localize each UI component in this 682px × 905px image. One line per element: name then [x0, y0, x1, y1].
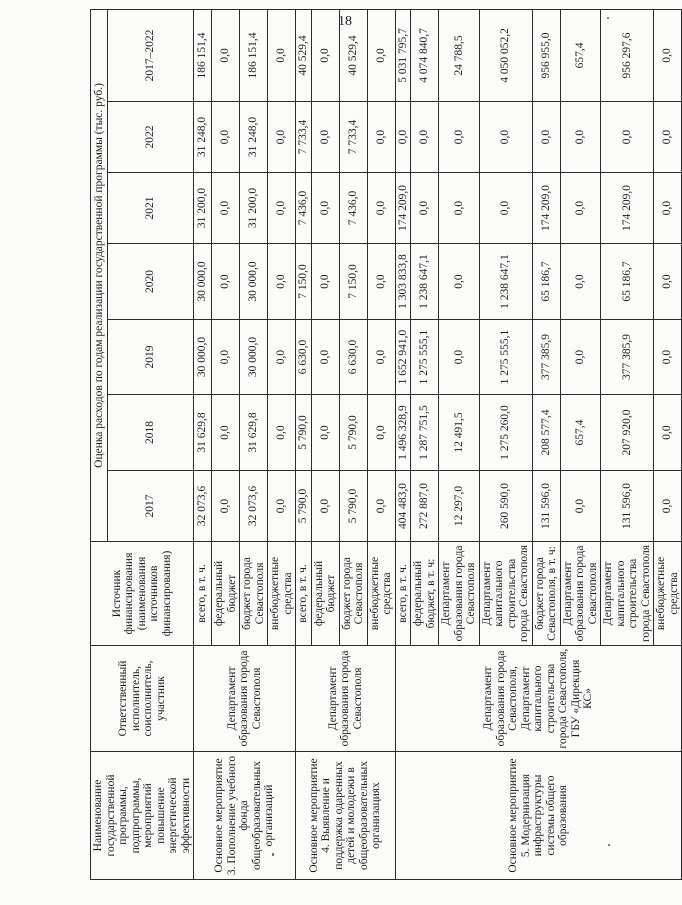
- value-cell: 0,0: [367, 244, 395, 320]
- value-cell: 7 436,0: [339, 173, 367, 244]
- header-estimate: Оценка расходов по годам реализации государственной программы (тыс. руб.): [91, 9, 108, 541]
- value-cell: 174 209,0: [395, 173, 411, 244]
- value-cell: 1 303 833,8: [395, 244, 411, 320]
- source-cell: бюджет города Севастополя: [240, 542, 268, 646]
- source-cell: Департамент капитального строительства города Севастополя: [601, 542, 654, 646]
- value-cell: 0,0: [654, 102, 682, 173]
- value-cell: 7 733,4: [296, 102, 312, 173]
- value-cell: 272 887,0: [411, 471, 439, 542]
- value-cell: 0,0: [311, 173, 339, 244]
- table-body: [91, 9, 682, 879]
- value-cell: 1 275 555,1: [479, 320, 532, 395]
- value-cell: 31 200,0: [194, 173, 212, 244]
- value-cell: 0,0: [212, 173, 240, 244]
- value-cell: 0,0: [268, 244, 296, 320]
- value-cell: 5 790,0: [339, 471, 367, 542]
- value-cell: 131 596,0: [532, 471, 560, 542]
- table-row: [296, 9, 312, 879]
- table-row: [194, 9, 212, 879]
- value-cell: 1 652 941,0: [395, 320, 411, 395]
- value-cell: 0,0: [654, 395, 682, 471]
- value-cell: 40 529,4: [296, 9, 312, 101]
- source-cell: внебюджетные средства: [268, 542, 296, 646]
- value-cell: 7 150,0: [339, 244, 367, 320]
- value-cell: 956 297,6: [601, 9, 654, 101]
- value-cell: 30 000,0: [240, 244, 268, 320]
- value-cell: 12 297,0: [439, 471, 480, 542]
- year-2018: 2018: [107, 395, 193, 471]
- value-cell: 40 529,4: [339, 9, 367, 101]
- value-cell: 260 590,0: [479, 471, 532, 542]
- value-cell: 0,0: [439, 320, 480, 395]
- value-cell: 0,0: [411, 102, 439, 173]
- value-cell: 1 496 328,9: [395, 395, 411, 471]
- value-cell: 0,0: [212, 320, 240, 395]
- value-cell: 0,0: [367, 102, 395, 173]
- value-cell: 12 491,5: [439, 395, 480, 471]
- value-cell: 1 275 260,0: [479, 395, 532, 471]
- value-cell: 0,0: [654, 320, 682, 395]
- source-cell: федеральный бюджет: [212, 542, 240, 646]
- value-cell: 0,0: [479, 173, 532, 244]
- source-cell: всего, в т. ч.: [296, 542, 312, 646]
- value-cell: 404 483,0: [395, 471, 411, 542]
- source-cell: Департамент капитального строительства города Севастополя: [479, 542, 532, 646]
- value-cell: 0,0: [268, 395, 296, 471]
- value-cell: 0,0: [601, 102, 654, 173]
- value-cell: 0,0: [367, 395, 395, 471]
- value-cell: 0,0: [212, 9, 240, 101]
- value-cell: 0,0: [560, 102, 601, 173]
- value-cell: 6 630,0: [296, 320, 312, 395]
- source-cell: Департамент образования города Севастополя: [439, 542, 480, 646]
- year-total: 2017–2022: [107, 9, 193, 101]
- measure4-executor: Департамент образования города Севастополя: [296, 646, 396, 752]
- value-cell: 4 050 052,2: [479, 9, 532, 101]
- header-name: Наименование государственной программы, подпрограммы, мероприятий повышение энергетической эффективности: [91, 752, 194, 880]
- value-cell: 186 151,4: [194, 9, 212, 101]
- value-cell: 31 248,0: [194, 102, 212, 173]
- value-cell: 30 000,0: [194, 320, 212, 395]
- value-cell: 30 000,0: [240, 320, 268, 395]
- value-cell: 0,0: [411, 173, 439, 244]
- year-2021: 2021: [107, 173, 193, 244]
- value-cell: 0,0: [268, 320, 296, 395]
- source-cell: внебюджетные средства: [654, 542, 682, 646]
- value-cell: 1 238 647,1: [479, 244, 532, 320]
- value-cell: 31 629,8: [194, 395, 212, 471]
- value-cell: 5 790,0: [296, 471, 312, 542]
- value-cell: 0,0: [654, 9, 682, 101]
- table-row: [395, 9, 411, 879]
- measure5-name: Основное мероприятие 5. Модернизация инфраструктуры системы общего образования: [395, 752, 682, 880]
- header-row: [91, 9, 108, 879]
- header-source: Источник финансирования (наименования источников финансирования): [91, 542, 194, 646]
- measure3-name: Основное мероприятие 3. Пополнение учебного фонда общеобразовательных организаций: [194, 752, 296, 880]
- value-cell: 31 200,0: [240, 173, 268, 244]
- value-cell: 7 436,0: [296, 173, 312, 244]
- value-cell: 0,0: [654, 173, 682, 244]
- value-cell: 174 209,0: [601, 173, 654, 244]
- value-cell: 207 920,0: [601, 395, 654, 471]
- value-cell: 131 596,0: [601, 471, 654, 542]
- value-cell: 0,0: [654, 244, 682, 320]
- value-cell: 0,0: [268, 102, 296, 173]
- value-cell: 0,0: [311, 471, 339, 542]
- value-cell: 0,0: [532, 102, 560, 173]
- value-cell: 30 000,0: [194, 244, 212, 320]
- value-cell: 0,0: [395, 102, 411, 173]
- page-number: 18: [338, 14, 352, 29]
- measure3-executor: Департамент образования города Севастополя: [194, 646, 296, 752]
- value-cell: 31 248,0: [240, 102, 268, 173]
- source-cell: внебюджетные средства: [367, 542, 395, 646]
- value-cell: 186 151,4: [240, 9, 268, 101]
- budget-table: [90, 9, 682, 880]
- value-cell: 174 209,0: [532, 173, 560, 244]
- value-cell: 0,0: [560, 320, 601, 395]
- source-cell: бюджет города Севастополя: [339, 542, 367, 646]
- value-cell: 32 073,6: [194, 471, 212, 542]
- value-cell: 0,0: [311, 320, 339, 395]
- value-cell: 1 238 647,1: [411, 244, 439, 320]
- value-cell: 0,0: [367, 471, 395, 542]
- value-cell: 7 733,4: [339, 102, 367, 173]
- value-cell: 377 385,9: [601, 320, 654, 395]
- value-cell: 208 577,4: [532, 395, 560, 471]
- value-cell: 1 287 751,5: [411, 395, 439, 471]
- value-cell: 31 629,8: [240, 395, 268, 471]
- value-cell: 6 630,0: [339, 320, 367, 395]
- source-cell: федеральный бюджет, в т. ч:: [411, 542, 439, 646]
- value-cell: 1 275 555,1: [411, 320, 439, 395]
- value-cell: 65 186,7: [532, 244, 560, 320]
- measure5-executor: Департамент образования города Севастополя, Департамент капитального строительства города Севастополя, ГБУ «Дирекция КС»: [395, 646, 682, 752]
- value-cell: 0,0: [268, 9, 296, 101]
- source-cell: Департамент образования города Севастополя: [560, 542, 601, 646]
- value-cell: 24 788,5: [439, 9, 480, 101]
- value-cell: 0,0: [212, 395, 240, 471]
- value-cell: 0,0: [367, 320, 395, 395]
- value-cell: 32 073,6: [240, 471, 268, 542]
- value-cell: 0,0: [311, 102, 339, 173]
- value-cell: 0,0: [311, 244, 339, 320]
- value-cell: 377 385,9: [532, 320, 560, 395]
- value-cell: 5 790,0: [339, 395, 367, 471]
- year-2019: 2019: [107, 320, 193, 395]
- year-2017: 2017: [107, 471, 193, 542]
- value-cell: 657,4: [560, 395, 601, 471]
- source-cell: всего, в т. ч.: [395, 542, 411, 646]
- value-cell: 0,0: [560, 471, 601, 542]
- value-cell: 0,0: [560, 244, 601, 320]
- year-2020: 2020: [107, 244, 193, 320]
- value-cell: 0,0: [479, 102, 532, 173]
- value-cell: 5 790,0: [296, 395, 312, 471]
- value-cell: 0,0: [654, 471, 682, 542]
- value-cell: 0,0: [212, 244, 240, 320]
- value-cell: 5 031 795,7: [395, 9, 411, 101]
- value-cell: 0,0: [560, 173, 601, 244]
- value-cell: 0,0: [311, 9, 339, 101]
- source-cell: всего, в т. ч.: [194, 542, 212, 646]
- source-cell: бюджет города Севастополя, в т. ч:: [532, 542, 560, 646]
- value-cell: 0,0: [212, 102, 240, 173]
- value-cell: 0,0: [367, 173, 395, 244]
- value-cell: 7 150,0: [296, 244, 312, 320]
- value-cell: 0,0: [311, 395, 339, 471]
- source-cell: федеральный бюджет: [311, 542, 339, 646]
- value-cell: 0,0: [439, 244, 480, 320]
- value-cell: 4 074 840,7: [411, 9, 439, 101]
- value-cell: 956 955,0: [532, 9, 560, 101]
- value-cell: 65 186,7: [601, 244, 654, 320]
- value-cell: 0,0: [212, 471, 240, 542]
- year-2022: 2022: [107, 102, 193, 173]
- value-cell: 0,0: [367, 9, 395, 101]
- value-cell: 0,0: [439, 102, 480, 173]
- rotated-table-page: [90, 10, 680, 880]
- value-cell: 657,4: [560, 9, 601, 101]
- value-cell: 0,0: [268, 471, 296, 542]
- value-cell: 0,0: [439, 173, 480, 244]
- value-cell: 0,0: [268, 173, 296, 244]
- header-executor: Ответственный исполнитель, соисполнитель, участник: [91, 646, 194, 752]
- measure4-name: Основное мероприятие 4. Выявление и поддержка одаренных детей и молодежи в общеобразовательных организациях: [296, 752, 396, 880]
